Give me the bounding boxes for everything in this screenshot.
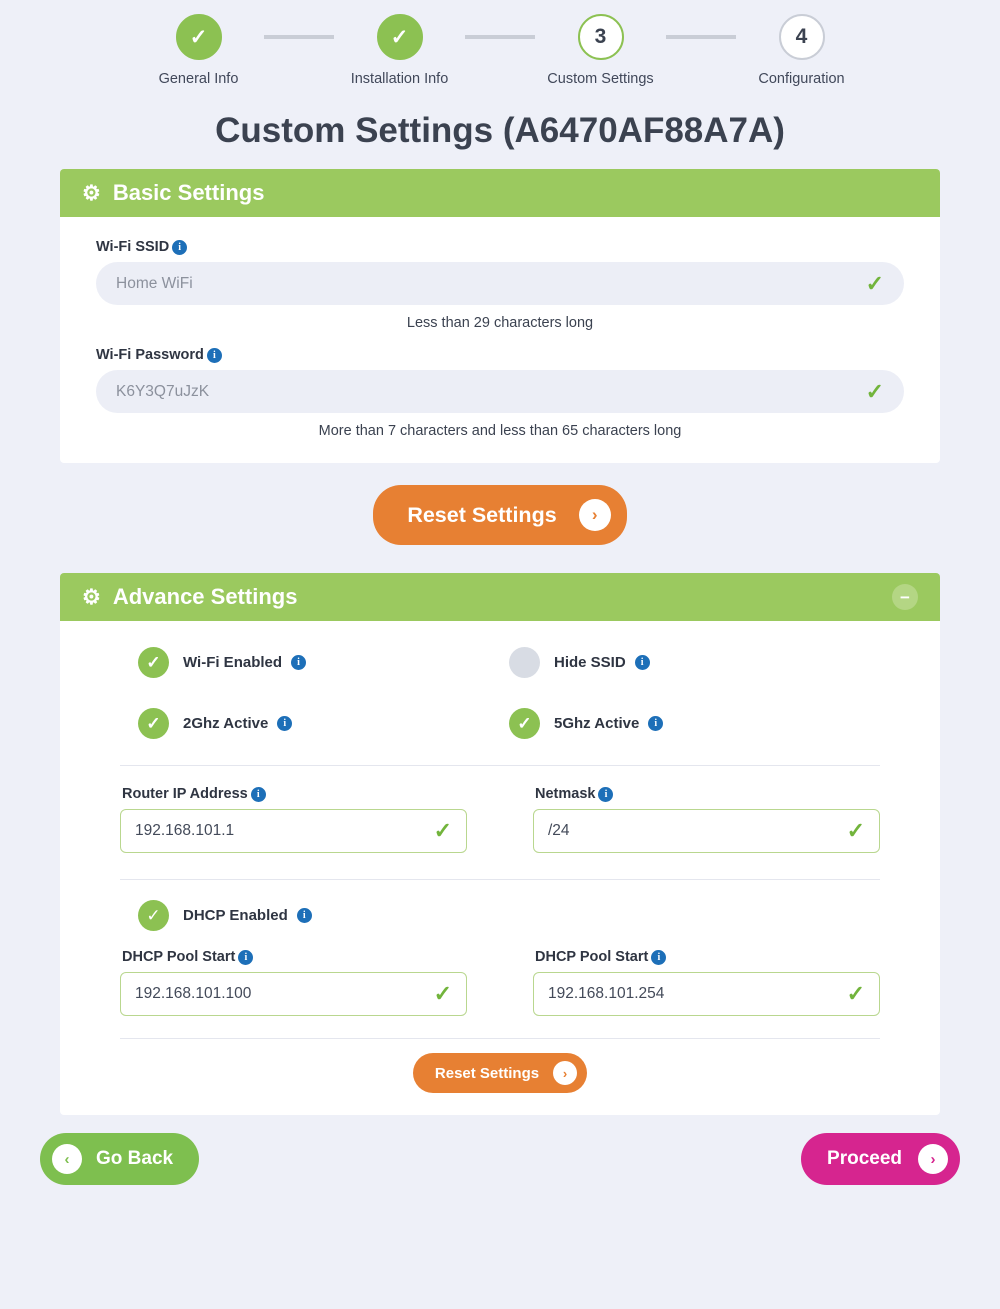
collapse-toggle-icon[interactable]: − bbox=[892, 584, 918, 610]
toggle-dhcp-enabled[interactable] bbox=[120, 900, 880, 931]
router-ip-label-text: Router IP Address bbox=[122, 786, 248, 802]
step-connector-1 bbox=[264, 35, 334, 39]
dhcp-pool-start-input[interactable] bbox=[120, 972, 467, 1016]
step-label-configuration: Configuration bbox=[758, 71, 845, 87]
step-general-info[interactable] bbox=[133, 14, 264, 87]
progress-stepper bbox=[0, 0, 1000, 87]
info-icon-password[interactable]: i bbox=[207, 348, 222, 363]
info-icon-2ghz-active[interactable]: i bbox=[277, 716, 292, 731]
basic-settings-body bbox=[60, 217, 940, 463]
toggle-label-dhcp-enabled: DHCP Enabled bbox=[183, 907, 288, 924]
page-title: Custom Settings (A6470AF88A7A) bbox=[215, 111, 785, 150]
router-ip-label bbox=[120, 786, 467, 802]
step-label-installation-info: Installation Info bbox=[350, 71, 449, 87]
network-fields-row bbox=[120, 786, 880, 853]
go-back-label: Go Back bbox=[96, 1148, 174, 1169]
advance-settings-card bbox=[60, 573, 940, 1115]
gears-icon: ⚙ bbox=[82, 585, 101, 609]
advance-settings-title: Advance Settings bbox=[112, 584, 298, 609]
dhcp-pool-end-label bbox=[533, 949, 880, 965]
wifi-ssid-label bbox=[96, 239, 904, 255]
wifi-password-label-text: Wi-Fi Password bbox=[96, 347, 204, 363]
chevron-left-icon: ‹ bbox=[52, 1144, 82, 1174]
router-ip-value: 192.168.101.1 bbox=[135, 822, 235, 839]
toggle-2ghz-active[interactable] bbox=[138, 708, 509, 739]
reset-settings-label-advance: Reset Settings bbox=[434, 1064, 540, 1082]
basic-settings-card bbox=[60, 169, 940, 463]
proceed-label: Proceed bbox=[827, 1148, 902, 1169]
reset-settings-label-basic: Reset Settings bbox=[407, 502, 557, 527]
go-back-button[interactable] bbox=[40, 1133, 199, 1185]
info-icon-5ghz-active[interactable]: i bbox=[648, 716, 663, 731]
info-icon-dhcp-pool-end[interactable]: i bbox=[651, 950, 666, 965]
info-icon-router-ip[interactable]: i bbox=[251, 787, 266, 802]
divider-1 bbox=[120, 765, 880, 766]
check-icon-2ghz-active: ✓ bbox=[138, 708, 169, 739]
wifi-ssid-input[interactable] bbox=[96, 262, 904, 305]
dhcp-pool-row bbox=[120, 949, 880, 1016]
info-icon-netmask[interactable]: i bbox=[598, 787, 613, 802]
reset-settings-button-basic[interactable] bbox=[373, 485, 626, 545]
dhcp-pool-start-field bbox=[120, 949, 467, 1016]
chevron-right-icon-proceed: › bbox=[918, 1144, 948, 1174]
step-custom-settings[interactable] bbox=[535, 14, 666, 87]
dhcp-pool-start-label-text: DHCP Pool Start bbox=[122, 949, 236, 965]
netmask-value: /24 bbox=[548, 822, 570, 839]
wifi-ssid-helper: Less than 29 characters long bbox=[406, 315, 594, 331]
gear-icon: ⚙ bbox=[82, 181, 101, 205]
advance-settings-body bbox=[60, 621, 940, 1115]
advance-reset-row bbox=[120, 1053, 880, 1093]
advance-toggle-grid bbox=[120, 647, 880, 739]
valid-check-icon-ssid: ✓ bbox=[865, 270, 884, 296]
netmask-label bbox=[533, 786, 880, 802]
check-icon-wifi-enabled: ✓ bbox=[138, 647, 169, 678]
basic-settings-title: Basic Settings bbox=[112, 180, 265, 205]
toggle-label-2ghz-active: 2Ghz Active bbox=[183, 715, 269, 732]
toggle-label-wifi-enabled: Wi-Fi Enabled bbox=[183, 654, 283, 671]
toggle-label-hide-ssid: Hide SSID bbox=[554, 654, 626, 671]
wifi-password-helper: More than 7 characters and less than 65 characters long bbox=[318, 423, 682, 439]
chevron-right-icon-basic: › bbox=[579, 499, 611, 531]
dhcp-pool-end-value: 192.168.101.254 bbox=[548, 985, 665, 1002]
wifi-ssid-value: Home WiFi bbox=[116, 274, 193, 292]
router-ip-field bbox=[120, 786, 467, 853]
toggle-wifi-enabled[interactable] bbox=[138, 647, 509, 678]
empty-circle-icon-hide-ssid bbox=[509, 647, 540, 678]
wifi-ssid-label-text: Wi-Fi SSID bbox=[96, 239, 170, 255]
step-configuration[interactable] bbox=[736, 14, 867, 87]
dhcp-pool-end-input[interactable] bbox=[533, 972, 880, 1016]
wifi-password-value: K6Y3Q7uJzK bbox=[116, 382, 210, 400]
step-marker-installation-info: ✓ bbox=[377, 14, 423, 60]
step-marker-custom-settings: 3 bbox=[578, 14, 624, 60]
advance-settings-header[interactable] bbox=[60, 573, 940, 621]
valid-check-icon-router-ip: ✓ bbox=[433, 818, 452, 843]
toggle-5ghz-active[interactable] bbox=[509, 708, 880, 739]
netmask-label-text: Netmask bbox=[535, 786, 596, 802]
wifi-password-label bbox=[96, 347, 904, 363]
basic-settings-header bbox=[60, 169, 940, 217]
valid-check-icon-netmask: ✓ bbox=[846, 818, 865, 843]
step-marker-general-info: ✓ bbox=[176, 14, 222, 60]
check-icon-dhcp-enabled: ✓ bbox=[138, 900, 169, 931]
chevron-right-icon-advance: › bbox=[553, 1061, 577, 1085]
dhcp-pool-start-value: 192.168.101.100 bbox=[135, 985, 252, 1002]
basic-reset-row bbox=[0, 463, 1000, 545]
info-icon-dhcp-enabled[interactable]: i bbox=[297, 908, 312, 923]
info-icon-ssid[interactable]: i bbox=[172, 240, 187, 255]
wifi-password-input[interactable] bbox=[96, 370, 904, 413]
valid-check-icon-pool-end: ✓ bbox=[846, 981, 865, 1006]
dhcp-pool-end-field bbox=[533, 949, 880, 1016]
info-icon-dhcp-pool-start[interactable]: i bbox=[238, 950, 253, 965]
dhcp-pool-start-label bbox=[120, 949, 467, 965]
step-connector-2 bbox=[465, 35, 535, 39]
step-connector-3 bbox=[666, 35, 736, 39]
step-label-general-info: General Info bbox=[158, 71, 239, 87]
step-installation-info[interactable] bbox=[334, 14, 465, 87]
reset-settings-button-advance[interactable] bbox=[413, 1053, 587, 1093]
info-icon-hide-ssid[interactable]: i bbox=[635, 655, 650, 670]
toggle-label-5ghz-active: 5Ghz Active bbox=[554, 715, 640, 732]
router-ip-input[interactable] bbox=[120, 809, 467, 853]
dhcp-pool-end-label-text: DHCP Pool Start bbox=[535, 949, 649, 965]
wizard-footer bbox=[40, 1133, 960, 1185]
netmask-input[interactable] bbox=[533, 809, 880, 853]
step-label-custom-settings: Custom Settings bbox=[547, 71, 654, 87]
step-marker-configuration: 4 bbox=[779, 14, 825, 60]
info-icon-wifi-enabled[interactable]: i bbox=[291, 655, 306, 670]
valid-check-icon-password: ✓ bbox=[865, 378, 884, 404]
netmask-field bbox=[533, 786, 880, 853]
check-icon-5ghz-active: ✓ bbox=[509, 708, 540, 739]
divider-2 bbox=[120, 879, 880, 880]
toggle-hide-ssid[interactable] bbox=[509, 647, 880, 678]
proceed-button[interactable] bbox=[801, 1133, 960, 1185]
valid-check-icon-pool-start: ✓ bbox=[433, 981, 452, 1006]
divider-3 bbox=[120, 1038, 880, 1039]
